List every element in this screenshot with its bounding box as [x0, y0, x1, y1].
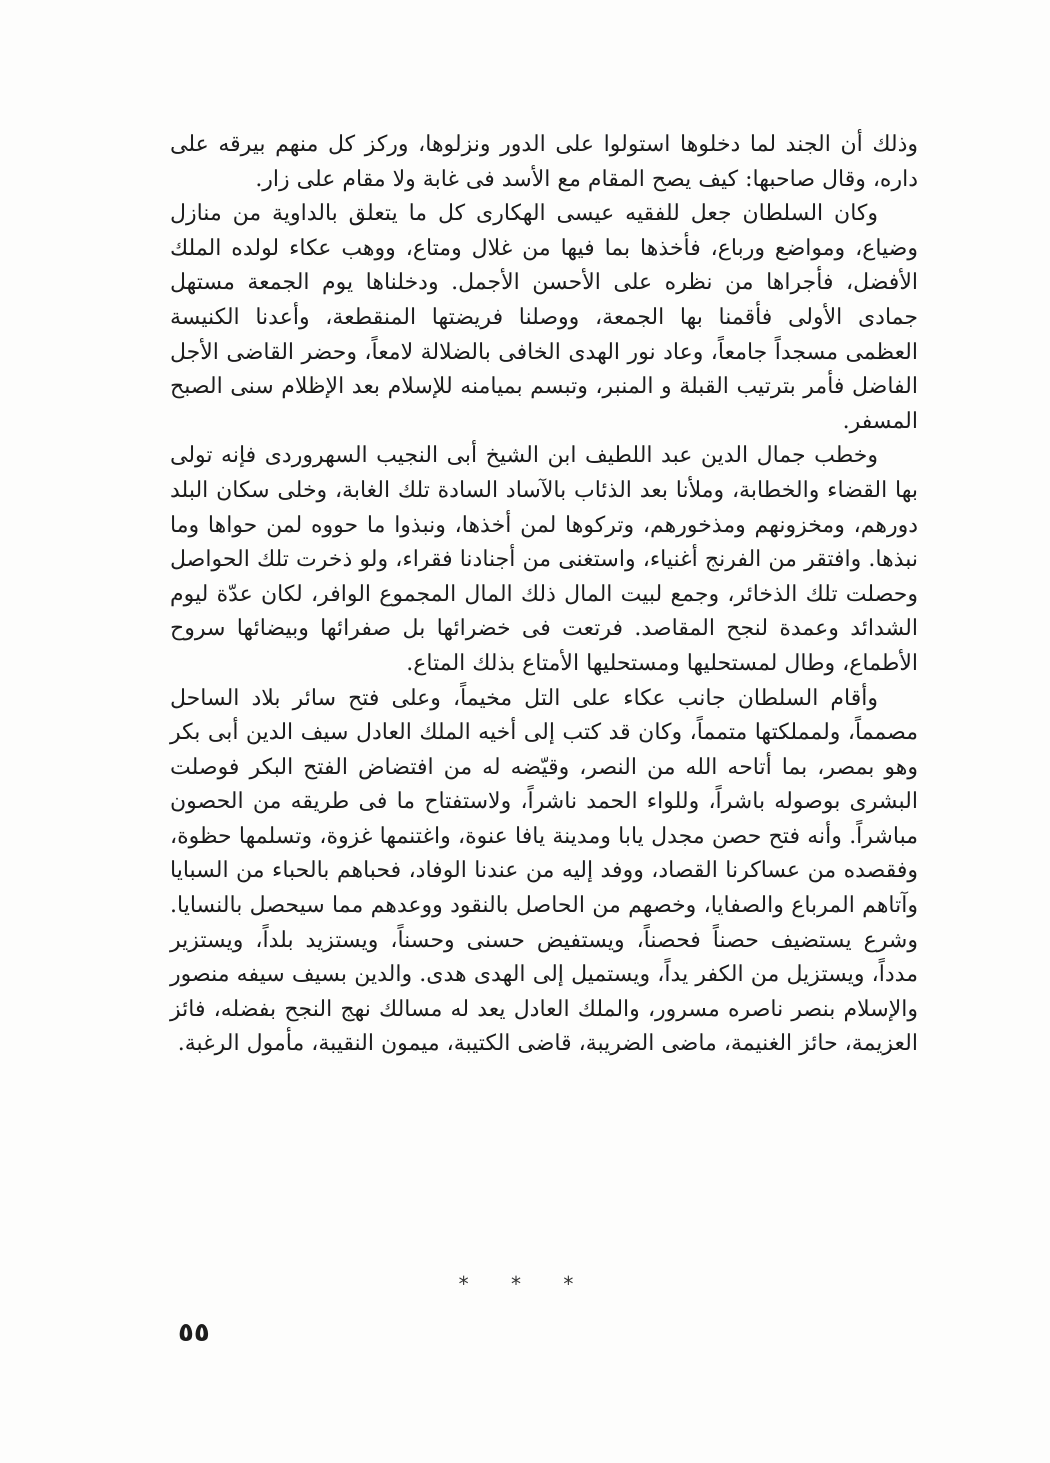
paragraph-4: وأقام السلطان جانب عكاء على التل مخيماً، وعلى فتح سائر بلاد الساحل مصمماً، ولمملكتها متمماً، وكان قد كتب إلى أخيه الملك العادل سيف الدين أبى بكر وهو بمصر، بما أتاحه الله من النصر، وقيّضه له من افتضاض الفتح البكر فوصلت البشرى بوصوله باشراً، وللواء الحمد ناشراً، ولاستفتاح ما فى طريقه من الحصون مباشراً. وأنه فتح حصن مجدل يابا ومدينة يافا عنوة، واغتنمها غزوة، وتسلمها حظوة، وفقصده من عساكرنا القصاد، ووفد إليه من عندنا الوفاد، فحباهم بالحباء من السبايا وآتاهم المرباع والصفايا، وخصهم من الحاصل بالنقود ووعدهم مما سيحصل بالنسايا. وشرع يستضيف حصناً فحصناً، ويستفيض حسنى وحسناً، ويستزيد بلداً، ويستزير مدداً، ويستزيل من الكفر يداً، ويستميل إلى الهدى هدى. والدين بسيف سيفه منصور والإسلام بنصر ناصره مسرور، والملك العادل يعد له مسالك نهج النجح بفضله، فائز العزيمة، حائز الغنيمة، ماضى الضريبة، قاضى الكتيبة، ميمون النقيبة، مأمول الرغبة. — [170, 685, 918, 1057]
paragraph-3: وخطب جمال الدين عبد اللطيف ابن الشيخ أبى النجيب السهروردى فإنه تولى بها القضاء والخطابة، وملأنا بعد الذئاب بالآساد السادة تلك الغابة، وخلى سكان البلد دورهم، ومخزونهم ومذخورهم، وتركوها لمن أخذها، ونبذوا ما حووه لمن حواها وما نبذها. وافتقر من الفرنج أغنياء، واستغنى من أجنادنا فقراء، ولو ذخرت تلك الحواصل وحصلت تلك الذخائر، وجمع لبيت المال ذلك المال المجموع الوافر، لكان عدّة ليوم الشدائد وعمدة لنجح المقاصد. فرتعت فى خضرائها بل صفرائها وبيضائها سروح الأطماع، وطال لمستحليها ومستحليها الأمتاع بذلك المتاع. — [170, 443, 918, 676]
body-text — [170, 128, 918, 1062]
paragraph-1: وذلك أن الجند لما دخلوها استولوا على الدور ونزلوها، وركز كل منهم بيرقه على داره، وقال صاحبها: كيف يصح المقام مع الأسد فى غابة ولا مقام على زار. — [170, 132, 918, 192]
paragraph-2: وكان السلطان جعل للفقيه عيسى الهكارى كل ما يتعلق بالداوية من منازل وضياع، ومواضع ورباع، فأخذها بما فيها من غلال ومتاع، ووهب عكاء لولده الملك الأفضل، فأجراها من نظره على الأحسن الأجمل. ودخلناها يوم الجمعة مستهل جمادى الأولى فأقمنا بها الجمعة، ووصلنا فريضتها المنقطعة، وأعدنا الكنيسة العظمى مسجداً جامعاً، وعاد نور الهدى الخافى بالضلالة لامعاً، وحضر القاضى الأجل الفاضل فأمر بترتيب القبلة و المنبر، وتبسم بميامنه للإسلام بعد الإظلام سنى الصبح المسفر. — [170, 201, 918, 434]
page-number: ٥٥ — [178, 1318, 210, 1348]
section-separator: * * * — [458, 1272, 592, 1296]
